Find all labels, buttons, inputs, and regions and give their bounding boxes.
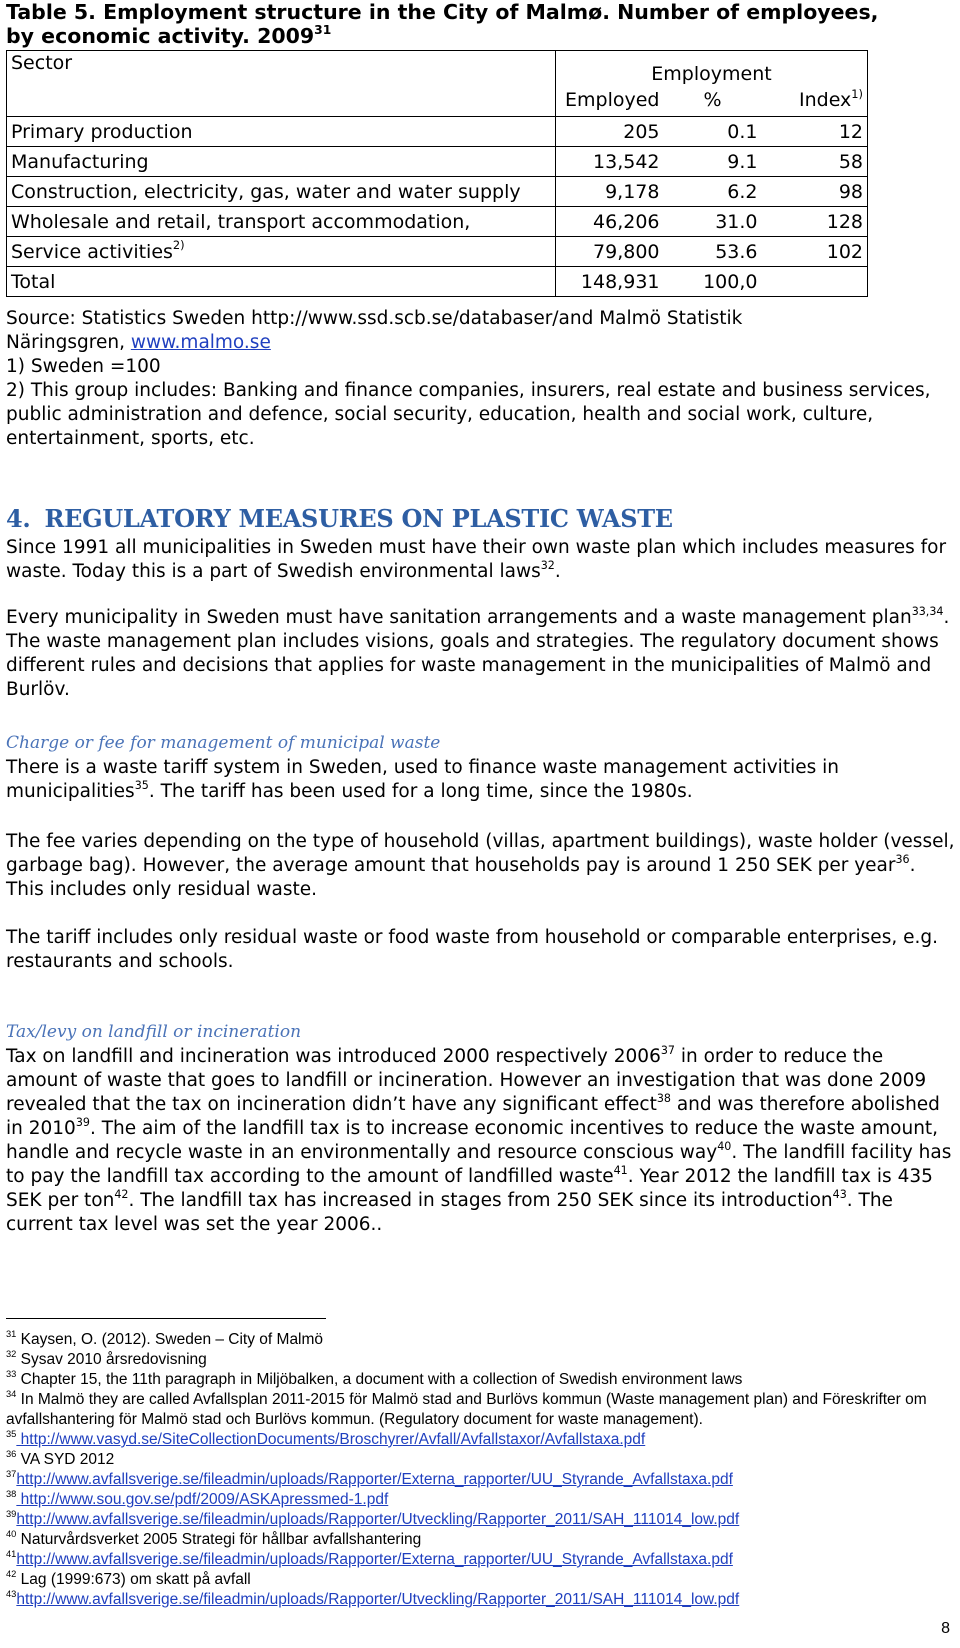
table-row	[7, 237, 868, 267]
cell-index	[762, 267, 868, 297]
table-row	[7, 267, 868, 297]
cell-employed: 79,800	[556, 237, 664, 267]
footnote-item[interactable]: $^{37}$http://www.avfallsverige.se/fileadmin/uploads/Rapporter/Externa_rapporter/UU_Styrande_Avfallstaxa.pdf	[6, 1468, 733, 1488]
footnote-item[interactable]: $^{41}$http://www.avfallsverige.se/fileadmin/uploads/Rapporter/Externa_rapporter/UU_Styrande_Avfallstaxa.pdf	[6, 1548, 733, 1568]
cell-employed: 46,206	[556, 207, 664, 237]
cell-pct: 53.6	[664, 237, 762, 267]
note-1: 1) Sweden =100	[6, 356, 161, 377]
tax-heading: Tax/levy on landfill or incineration	[6, 1022, 302, 1042]
footnote-item: $^{36}$ VA SYD 2012	[6, 1448, 115, 1468]
table-row	[7, 147, 868, 177]
cell-employed: 148,931	[556, 267, 664, 297]
cell-sector: Construction, electricity, gas, water and water supply	[7, 177, 556, 207]
section-paragraph-1: Since 1991 all municipalities in Sweden must have their own waste plan which includes measures for waste. Today this is a part of Swedish environmental laws$^{32}$.	[6, 537, 947, 582]
cell-pct: 100,0	[664, 267, 762, 297]
table-caption	[6, 0, 956, 48]
caption-line-2: by economic activity. 2009	[6, 24, 315, 48]
footnote-item[interactable]: $^{38}$ http://www.sou.gov.se/pdf/2009/ASKApressmed-1.pdf	[6, 1488, 389, 1508]
table-source-notes	[6, 307, 946, 451]
footnote-item[interactable]: $^{35}$ http://www.vasyd.se/SiteCollectionDocuments/Broschyrer/Avfall/Avfallstaxor/Avfallstaxa.pdf	[6, 1428, 646, 1448]
cell-pct: 6.2	[664, 177, 762, 207]
cell-index: 128	[762, 207, 868, 237]
source-line-2: Näringsgren, www.malmo.se	[6, 332, 271, 353]
header-sector: Sector	[7, 51, 556, 117]
header-employed: Employed	[556, 85, 664, 117]
employment-table	[6, 50, 868, 297]
source-line: Source: Statistics Sweden http://www.ssd.scb.se/databaser/and Malmö Statistik	[6, 308, 743, 329]
footnote-item[interactable]: $^{43}$http://www.avfallsverige.se/fileadmin/uploads/Rapporter/Utveckling/Rapporter_2011/SAH_111014_low.pdf	[6, 1588, 740, 1608]
footnote-item: $^{31}$ Kaysen, O. (2012). Sweden – City of Malmö	[6, 1328, 324, 1348]
cell-employed: 9,178	[556, 177, 664, 207]
cell-index: 58	[762, 147, 868, 177]
cell-pct: 31.0	[664, 207, 762, 237]
header-employment: Employment	[556, 51, 868, 85]
section-number: 4.	[6, 504, 31, 533]
table-row	[7, 207, 868, 237]
cell-pct: 0.1	[664, 117, 762, 147]
section-paragraph-2: Every municipality in Sweden must have sanitation arrangements and a waste management plan$^{33,34}$. The waste management plan includes visions, goals and strategies. The regulatory document shows different rules and decisions that applies for waste management in the municipalities of Malmö and Burlöv.	[6, 604, 950, 700]
charge-heading: Charge or fee for management of municipal waste	[6, 733, 441, 753]
footnote-separator	[6, 1318, 326, 1319]
charge-paragraph-1: There is a waste tariff system in Sweden, used to finance waste management activities in municipalities$^{35}$. The tariff has been used for a long time, since the 1980s.	[6, 757, 839, 802]
charge-paragraph-2: The fee varies depending on the type of household (villas, apartment buildings), waste holder (vessel, garbage bag). However, the average amount that households pay is around 1 250 SEK per year$^{36}$. This includes only residual waste.	[6, 831, 955, 900]
footnote-item: $^{32}$ Sysav 2010 årsredovisning	[6, 1348, 207, 1368]
cell-sector: Service activities$^{2)}$	[7, 237, 556, 267]
table-row	[7, 177, 868, 207]
header-index: Index$^{1)}$	[762, 85, 868, 117]
footnote-item: $^{40}$ Naturvårdsverket 2005 Strategi för hållbar avfallshantering	[6, 1528, 422, 1548]
cell-sector: Manufacturing	[7, 147, 556, 177]
cell-pct: 9.1	[664, 147, 762, 177]
footnote-item: $^{42}$ Lag (1999:673) om skatt på avfall	[6, 1568, 251, 1588]
cell-sector: Total	[7, 267, 556, 297]
cell-index: 98	[762, 177, 868, 207]
footnote-item: $^{33}$ Chapter 15, the 11th paragraph in Miljöbalken, a document with a collection of Swedish environment laws	[6, 1368, 743, 1388]
page-number: 8	[941, 1620, 950, 1637]
tax-paragraph: Tax on landfill and incineration was introduced 2000 respectively 2006$^{37}$ in order to reduce the amount of waste that goes to landfill or incineration. However an investigation that was done 2009 revealed that the tax on incineration didn’t have any significant effect$^{38}$ and was therefore abolished in 2010$^{39}$. The aim of the landfill tax is to increase economic incentives to reduce the waste amount, handle and recycle waste in an environmentally and resource conscious way$^{40}$. The landfill facility has to pay the landfill tax according to the amount of landfilled waste$^{41}$. Year 2012 the landfill tax is 435 SEK per ton$^{42}$. The landfill tax has increased in stages from 250 SEK since its introduction$^{43}$. The current tax level was set the year 2006..	[6, 1043, 952, 1235]
header-pct: %	[664, 85, 762, 117]
caption-footnote-ref[interactable]: 31	[314, 22, 332, 37]
cell-sector: Wholesale and retail, transport accommodation,	[7, 207, 556, 237]
table-row	[7, 117, 868, 147]
cell-employed: 13,542	[556, 147, 664, 177]
charge-paragraph-3: The tariff includes only residual waste or food waste from household or comparable enterprises, e.g. restaurants and schools.	[6, 927, 938, 972]
cell-sector: Primary production	[7, 117, 556, 147]
section-heading	[6, 504, 673, 533]
footnote-item: $^{34}$ In Malmö they are called Avfallsplan 2011-2015 för Malmö stad and Burlövs kommun (Waste management plan) and Föreskrifter om avfallshantering för Malmö stad och Burlövs kommun. (Regulatory document for waste management).	[6, 1388, 927, 1428]
cell-employed: 205	[556, 117, 664, 147]
section-title: REGULATORY MEASURES ON PLASTIC WASTE	[44, 504, 673, 533]
footnotes	[6, 1330, 956, 1610]
malmo-link[interactable]: www.malmo.se	[130, 332, 271, 353]
footnote-item[interactable]: $^{39}$http://www.avfallsverige.se/fileadmin/uploads/Rapporter/Utveckling/Rapporter_2011/SAH_111014_low.pdf	[6, 1508, 740, 1528]
cell-index: 102	[762, 237, 868, 267]
note-2: 2) This group includes: Banking and finance companies, insurers, real estate and business services, public administration and defence, social security, education, health and social work, culture, entertainment, sports, etc.	[6, 380, 931, 449]
caption-line-1: Table 5. Employment structure in the City of Malmø. Number of employees,	[6, 0, 879, 24]
cell-index: 12	[762, 117, 868, 147]
